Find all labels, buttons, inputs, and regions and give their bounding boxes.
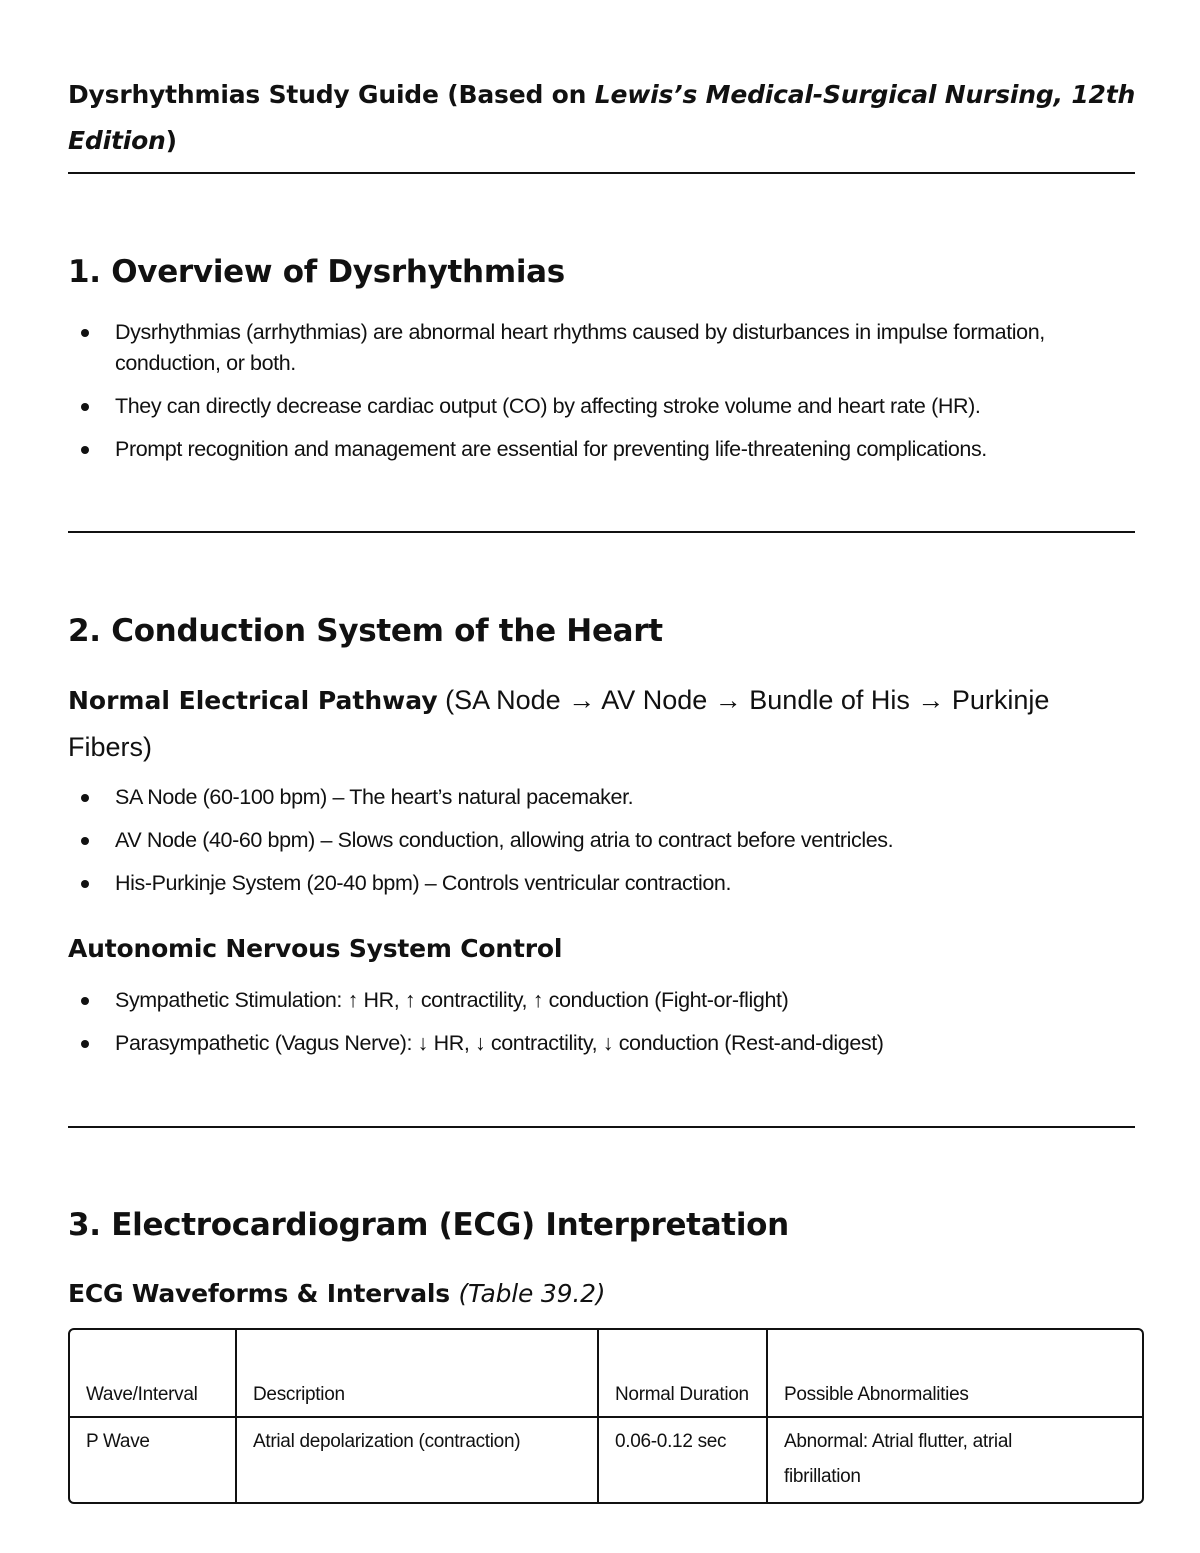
column-header-possible-abnormalities: Possible Abnormalities (768, 1330, 1142, 1418)
list-item: AV Node (40-60 bpm) – Slows conduction, allowing atria to contract before ventricles. (68, 825, 1138, 856)
list-item: Sympathetic Stimulation: ↑ HR, ↑ contractility, ↑ conduction (Fight-or-flight) (68, 985, 1138, 1016)
table-cell: 0.06-0.12 sec (599, 1418, 768, 1502)
list-item: SA Node (60-100 bpm) – The heart’s natural pacemaker. (68, 782, 1138, 813)
section-2-heading: 2. Conduction System of the Heart (68, 613, 663, 649)
section-3-heading: 3. Electrocardiogram (ECG) Interpretation (68, 1207, 789, 1243)
ans-heading: Autonomic Nervous System Control (68, 934, 563, 963)
column-header-normal-duration: Normal Duration (599, 1330, 768, 1418)
divider-rule (68, 1126, 1135, 1128)
column-header-description: Description (237, 1330, 599, 1418)
divider-rule (68, 172, 1135, 174)
section-1-bullet-list (68, 317, 1138, 465)
pathway-detail: (SA Node → AV Node → Bundle of His → Purkinje Fibers) (68, 685, 1050, 762)
section-1-heading: 1. Overview of Dysrhythmias (68, 254, 565, 290)
column-header-wave-interval: Wave/Interval (70, 1330, 237, 1418)
list-item: Dysrhythmias (arrhythmias) are abnormal heart rhythms caused by disturbances in impulse formation, conduction, or both. (68, 317, 1138, 379)
pathway-bullet-list (68, 782, 1138, 899)
table-cell: P Wave (70, 1418, 237, 1502)
ecg-waveforms-heading (68, 1277, 605, 1311)
ecg-waveforms-table (68, 1328, 1144, 1504)
title-suffix: ) (165, 126, 177, 155)
divider-rule (68, 531, 1135, 533)
document-title (68, 72, 1138, 164)
ecg-waveforms-label: ECG Waveforms & Intervals (68, 1279, 450, 1308)
ans-bullet-list (68, 985, 1138, 1059)
list-item: His-Purkinje System (20-40 bpm) – Controls ventricular contraction. (68, 868, 1138, 899)
pathway-heading (68, 677, 1118, 771)
table-row (70, 1418, 1142, 1502)
pathway-label: Normal Electrical Pathway (68, 686, 438, 715)
table-cell: Abnormal: Atrial flutter, atrial fibrillation (784, 1431, 1013, 1487)
list-item: They can directly decrease cardiac output (CO) by affecting stroke volume and heart rate (HR). (68, 391, 1138, 422)
list-item: Parasympathetic (Vagus Nerve): ↓ HR, ↓ contractility, ↓ conduction (Rest-and-digest) (68, 1028, 1138, 1059)
title-prefix: Dysrhythmias Study Guide (Based on (68, 80, 595, 109)
table-cell: Atrial depolarization (contraction) (237, 1418, 599, 1502)
list-item: Prompt recognition and management are essential for preventing life-threatening complications. (68, 434, 1138, 465)
table-reference: (Table 39.2) (458, 1279, 606, 1308)
table-header-row (70, 1330, 1142, 1418)
title-book-name: Lewis’s Medical-Surgical Nursing, 12th Edition (68, 80, 1136, 155)
